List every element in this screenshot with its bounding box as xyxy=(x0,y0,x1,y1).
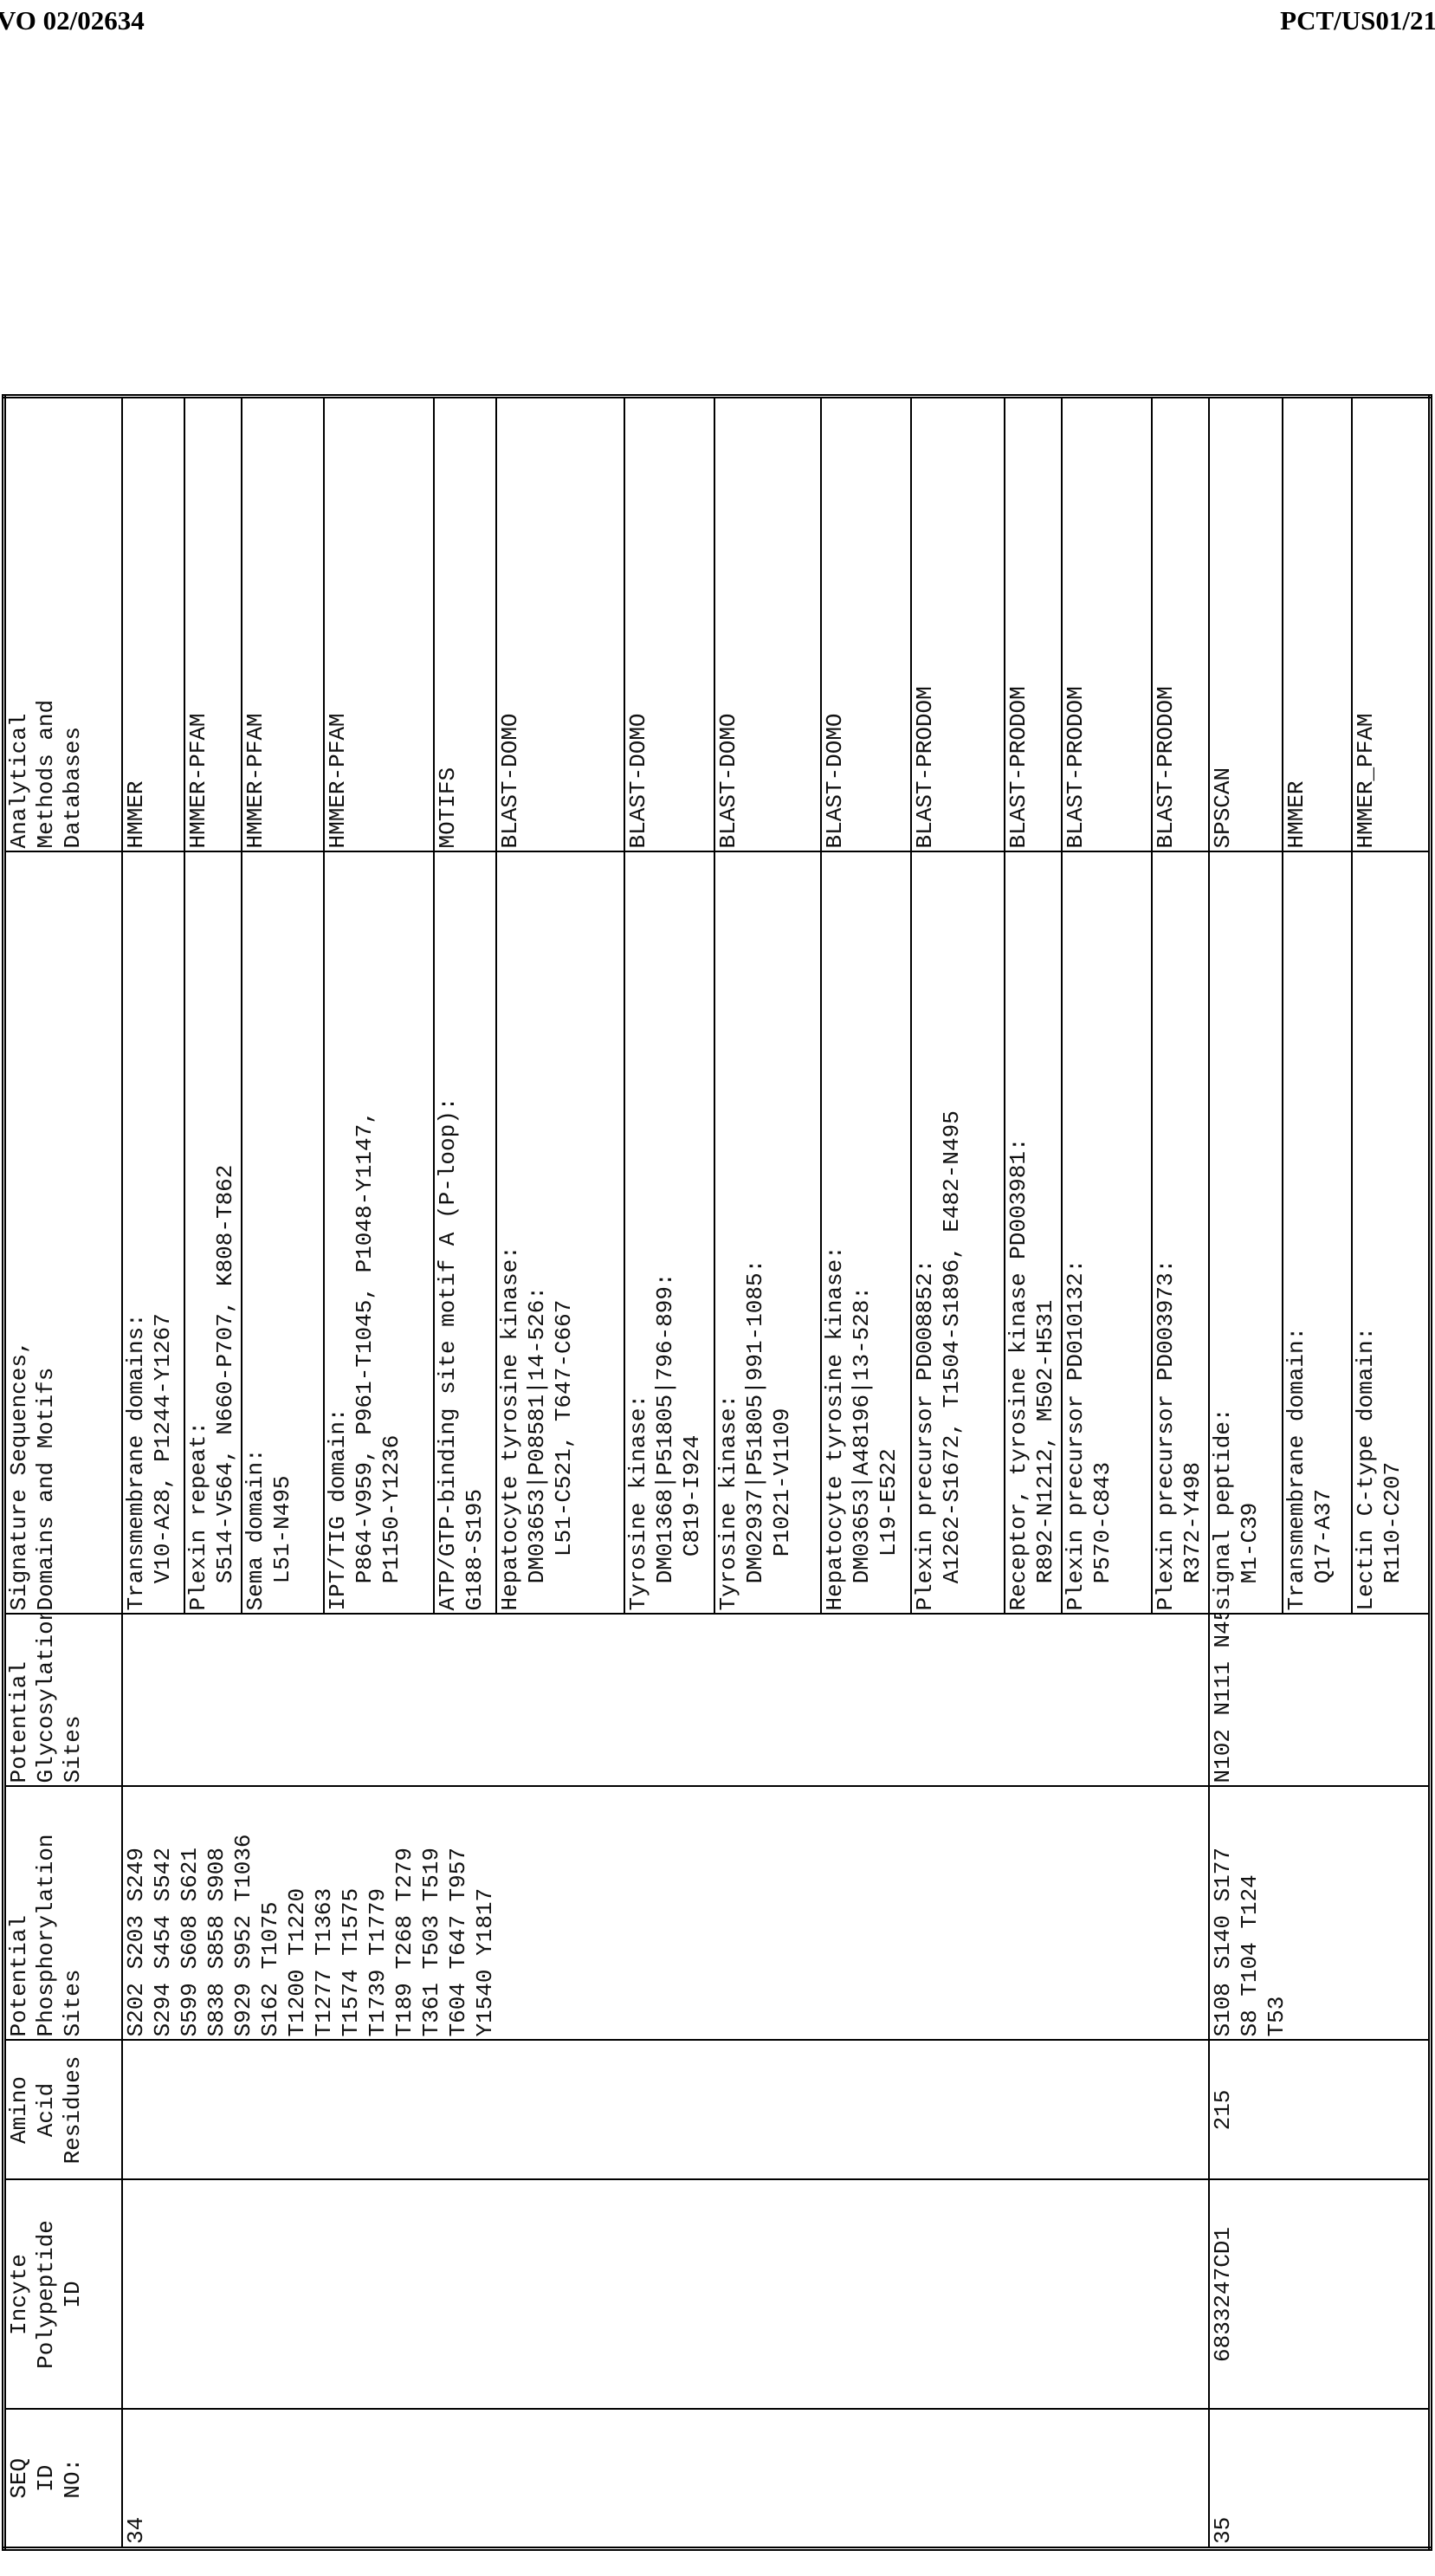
polypeptide-id-cell: 6833247CD1 xyxy=(1209,2180,1431,2410)
method-cell: BLAST-PRODOM xyxy=(1062,397,1152,852)
glycosylation-cell xyxy=(122,1615,1209,1787)
signature-cell: Plexin repeat: S514-V564, N660-P707, K808-T862 xyxy=(184,852,242,1615)
header-phosphorylation-sites: Potential Phosphorylation Sites xyxy=(4,1787,122,2041)
header-amino-acid-residues: Amino Acid Residues xyxy=(4,2041,122,2180)
signature-cell: Tyrosine kinase: DM02937|P51805|991-1085: P1021-V1109 xyxy=(714,852,821,1615)
table-row xyxy=(122,397,184,2549)
signature-cell: Lectin C-type domain: R110-C207 xyxy=(1352,852,1431,1615)
application-number: PCT/US01/21 xyxy=(1280,5,1435,36)
signature-cell: Receptor, tyrosine kinase PD003981: R892-N1212, M502-H531 xyxy=(1005,852,1062,1615)
header-analytical-methods: Analytical Methods and Databases xyxy=(4,397,122,852)
method-cell: BLAST-DOMO xyxy=(714,397,821,852)
signature-cell: Sema domain: L51-N495 xyxy=(242,852,324,1615)
signature-cell: IPT/TIG domain: P864-V959, P961-T1045, P1048-Y1147, P1150-Y1236 xyxy=(324,852,434,1615)
signature-cell: Plexin precursor PD008852: A1262-S1672, T1504-S1896, E482-N495 xyxy=(911,852,1005,1615)
signature-cell: Tyrosine kinase: DM01368|P51805|796-899: C819-I924 xyxy=(624,852,714,1615)
polypeptide-features-table xyxy=(2,394,1432,2551)
method-cell: BLAST-PRODOM xyxy=(1005,397,1062,852)
phosphorylation-cell: S108 S140 S177 S8 T104 T124 T53 xyxy=(1209,1787,1431,2041)
method-cell: BLAST-PRODOM xyxy=(1152,397,1209,852)
signature-cell: Plexin precursor PD010132: P570-C843 xyxy=(1062,852,1152,1615)
signature-cell: Hepatocyte tyrosine kinase: DM03653|P08581|14-526: L51-C521, T647-C667 xyxy=(496,852,624,1615)
method-cell: HMMER_PFAM xyxy=(1352,397,1431,852)
method-cell: HMMER-PFAM xyxy=(184,397,242,852)
phosphorylation-cell: S202 S203 S249 S294 S454 S542 S599 S608 S621 S838 S858 S908 S929 S952 T1036 S162 T1075 T1200 T1220 T1277 T1363 T1574 T1575 T1739 T1779 T189 T268 T279 T361 T503 T519 T604 T647 T957 Y1540 Y1817 xyxy=(122,1787,1209,2041)
method-cell: HMMER-PFAM xyxy=(242,397,324,852)
method-cell: SPSCAN xyxy=(1209,397,1283,852)
document-number: VO 02/02634 xyxy=(0,5,145,36)
method-cell: MOTIFS xyxy=(434,397,496,852)
table-row xyxy=(1209,397,1283,2549)
method-cell: BLAST-DOMO xyxy=(821,397,911,852)
signature-cell: Plexin precursor PD003973: R372-Y498 xyxy=(1152,852,1209,1615)
method-cell: HMMER-PFAM xyxy=(324,397,434,852)
signature-cell: ATP/GTP-binding site motif A (P-loop): G188-S195 xyxy=(434,852,496,1615)
seq-id-cell: 35 xyxy=(1209,2410,1431,2549)
method-cell: HMMER xyxy=(1283,397,1352,852)
rotated-table-container xyxy=(2,398,1426,2551)
method-cell: BLAST-DOMO xyxy=(496,397,624,852)
method-cell: HMMER xyxy=(122,397,184,852)
header-polypeptide-id: Incyte Polypeptide ID xyxy=(4,2180,122,2410)
signature-cell: Transmembrane domains: V10-A28, P1244-Y1267 xyxy=(122,852,184,1615)
glycosylation-cell: N102 N111 N45 xyxy=(1209,1615,1431,1787)
header-seq-id: SEQ ID NO: xyxy=(4,2410,122,2549)
residues-cell xyxy=(122,2041,1209,2180)
signature-cell: Transmembrane domain: Q17-A37 xyxy=(1283,852,1352,1615)
polypeptide-id-cell xyxy=(122,2180,1209,2410)
seq-id-cell: 34 xyxy=(122,2410,1209,2549)
header-signature-sequences: Signature Sequences, Domains and Motifs xyxy=(4,852,122,1615)
header-glycosylation-sites: Potential Glycosylation Sites xyxy=(4,1615,122,1787)
header-row xyxy=(4,397,122,2549)
signature-cell: signal peptide: M1-C39 xyxy=(1209,852,1283,1615)
signature-cell: Hepatocyte tyrosine kinase: DM03653|A48196|13-528: L19-E522 xyxy=(821,852,911,1615)
method-cell: BLAST-PRODOM xyxy=(911,397,1005,852)
residues-cell: 215 xyxy=(1209,2041,1431,2180)
method-cell: BLAST-DOMO xyxy=(624,397,714,852)
